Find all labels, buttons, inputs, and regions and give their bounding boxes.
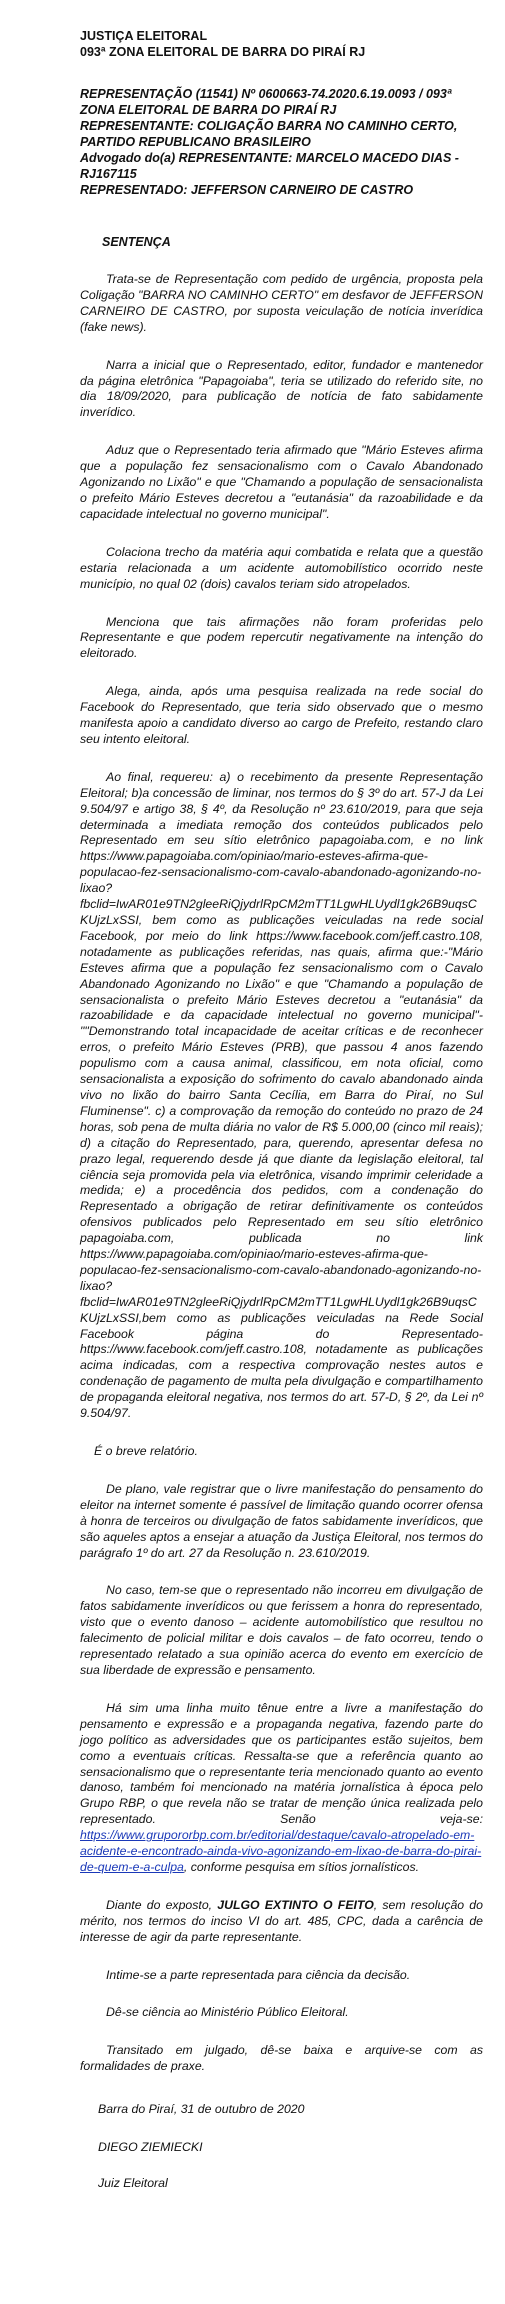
paragraph-1: Trata-se de Representação com pedido de urgência, proposta pela Coligação "BARRA NO CAMINHO CERTO" em desfavor de JEFFERSON CARNEIRO DE CASTRO, por suposta veiculação de notícia inverídica (fake news). xyxy=(80,272,483,334)
paragraph-12-tail: , sem resolução do mérito, nos termos do inciso VI do art. 485, CPC, dada a carência de interesse de agir da parte representante. xyxy=(80,1897,483,1944)
grupo-rbp-link[interactable]: https://www.grupororbp.com.br/editorial/destaque/cavalo-atropelado-em-acidente-e-encontrado-ainda-vivo-agonizando-em-lixao-de-barra-do-pirai-de-quem-e-a-culpa xyxy=(80,1828,482,1874)
document-header xyxy=(80,28,483,60)
paragraph-3: Aduz que o Representado teria afirmado que "Mário Esteves afirma que a população fez sensacionalismo com o Cavalo Abandonado Agonizando no Lixão" e que "Chamando a população de sensacionalista o prefeito Mário Esteves decretou a "eutanásia" da razoabilidade e da capacidade intelectual no governo municipal". xyxy=(80,443,483,521)
paragraph-15: Transitado em julgado, dê-se baixa e arquive-se com as formalidades de praxe. xyxy=(80,2043,483,2074)
case-zone: ZONA ELEITORAL DE BARRA DO PIRAÍ RJ xyxy=(80,103,337,117)
paragraph-5: Menciona que tais afirmações não foram proferidas pelo Representante e que podem repercutir negativamente na intenção do eleitorado. xyxy=(80,614,483,661)
ruling-emphasis: JULGO EXTINTO O FEITO xyxy=(217,1897,374,1912)
paragraph-13: Intime-se a parte representada para ciência da decisão. xyxy=(106,1967,411,1982)
paragraph-2: Narra a inicial que o Representado, editor, fundador e mantenedor da página eletrônica "Papagoiaba", teria se utilizado do referido site, no dia 18/09/2020, para publicação de notícia de fato sabidamente inverídico. xyxy=(80,357,483,420)
paragraph-12 xyxy=(80,1898,483,1946)
paragraph-12-text: Diante do exposto, xyxy=(106,1897,218,1912)
case-number: REPRESENTAÇÃO (11541) Nº 0600663-74.2020.6.19.0093 / 093ª xyxy=(80,87,452,101)
electoral-zone: 093ª ZONA ELEITORAL DE BARRA DO PIRAÍ RJ xyxy=(80,45,366,59)
document-title: SENTENÇA xyxy=(102,235,171,249)
paragraph-14: Dê-se ciência ao Ministério Público Eleitoral. xyxy=(106,2005,349,2020)
representado: REPRESENTADO: JEFFERSON CARNEIRO DE CASTRO xyxy=(80,183,414,197)
paragraph-10: No caso, tem-se que o representado não incorreu em divulgação de fatos sabidamente inverídicos ou que ferissem a honra do representado, visto que o evento danoso – acidente automobilístico que resultou no falecimento de policial militar e dois cavalos – de fato ocorreu, tendo o representado relatado a sua opinião acerca do evento em exercício de sua liberdade de expressão e pensamento. xyxy=(80,1583,483,1677)
lawyer-oab: RJ167115 xyxy=(80,167,137,181)
judge-name: DIEGO ZIEMIECKI xyxy=(98,2140,203,2155)
paragraph-11-tail: , conforme pesquisa em sítios jornalísticos. xyxy=(183,1859,420,1874)
signature-date: Barra do Piraí, 31 de outubro de 2020 xyxy=(98,2102,305,2117)
paragraph-11 xyxy=(80,1701,483,1876)
paragraph-7: Ao final, requereu: a) o recebimento da presente Representação Eleitoral; b)a concessão de liminar, nos termos do § 3º do art. 57-J da Lei 9.504/97 e artigo 38, § 4º, da Resolução nº 23.610/2019, para que seja determinada a imediata remoção dos conteúdos publicados pelo Representado em seu sítio eletrônico papagoiaba.com, e no link https://www.papagoiaba.com/opiniao/mario-esteves-afirma-que-populacao-fez-sensacionalismo-com-cavalo-abandonado-agonizando-no-lixao?fbclid=IwAR01e9TN2gleeRiQjydrlRpCM2mTT1LgwHLUydl1gk26B9uqsCKUjzLxSSI, bem como as publicações veiculadas na rede social Facebook, por meio do link https://www.facebook.com/jeff.castro.108, notadamente as publicações referidas, nas quais, afirma que:-"Mário Esteves afirma que a população fez sensacionalismo com o Cavalo Abandonado Agonizando no Lixão" e que "Chamando a população de sensacionalista o prefeito Mário Esteves decretou a "eutanásia" da razoabilidade e da capacidade intelectual no governo municipal"- ""Demonstrando total incapacidade de aceitar críticas e de reconhecer erros, o prefeito Mário Esteves (PRB), que passou 4 anos fazendo populismo com a causa animal, classificou, em nota oficial, como sensacionalista a exposição do sofrimento do cavalo abandonado ainda vivo no lixão do bairro Santa Cecília, em Barra do Piraí, no Sul Fluminense". c) a comprovação da remoção do conteúdo no prazo de 24 horas, sob pena de multa diária no valor de R$ 5.000,00 (cinco mil reais); d) a citação do Representado, para, querendo, apresentar defesa no prazo legal, requerendo desde já que diante da legislação eleitoral, tal ciência seja promovida pela via eletrônica, visando imprimir celeridade a medida; e) a procedência dos pedidos, com a condenação do Representado a obrigação de retirar definitivamente os conteúdos ofensivos publicados pelo Representado em seu sítio eletrônico papagoiaba.com, publicada no link https://www.papagoiaba.com/opiniao/mario-esteves-afirma-que-populacao-fez-sensacionalismo-com-cavalo-abandonado-agonizando-no-lixao?fbclid=IwAR01e9TN2gleeRiQjydrlRpCM2mTT1LgwHLUydl1gk26B9uqsCKUjzLxSSI,bem como as publicações veiculadas na Rede Social Facebook página do Representado-https://www.facebook.com/jeff.castro.108, notadamente as publicações acima indicadas, com a respectiva comprovação nestes autos e condenação de pagamento de multa pela divulgação e compartilhamento de propaganda eleitoral negativa, nos termos do art. 57-D, § 2º, da Lei nº 9.504/97. xyxy=(80,769,483,1421)
paragraph-8: É o breve relatório. xyxy=(94,1444,198,1458)
paragraph-6: Alega, ainda, após uma pesquisa realizada na rede social do Facebook do Representado, que teria sido observado que o mesmo manifesta apoio a candidato diverso ao cargo de Prefeito, restando claro seu intento eleitoral. xyxy=(80,684,483,746)
case-info xyxy=(80,86,483,198)
paragraph-11-text: Há sim uma linha muito tênue entre a livre a manifestação do pensamento e expressão e a propaganda negativa, fazendo parte do jogo político as adversidades que os participantes estão sujeitos, bem como a eventuais críticas. Ressalta-se que a referência quanto ao sensacionalismo que o representante teria mencionado quanto ao evento danoso, também foi mencionado na matéria jornalística à época pelo Grupo RBP, o que revela não se tratar de menção única realizada pelo representado. Senão veja-se: xyxy=(80,1700,483,1827)
representante-party: PARTIDO REPUBLICANO BRASILEIRO xyxy=(80,135,311,149)
representante: REPRESENTANTE: COLIGAÇÃO BARRA NO CAMINHO CERTO, xyxy=(80,119,458,133)
judge-role: Juiz Eleitoral xyxy=(98,2176,168,2191)
lawyer: Advogado do(a) REPRESENTANTE: MARCELO MACEDO DIAS - xyxy=(80,151,459,165)
court-name: JUSTIÇA ELEITORAL xyxy=(80,29,208,43)
paragraph-9: De plano, vale registrar que o livre manifestação do pensamento do eleitor na internet somente é passível de limitação quando ocorrer ofensa à honra de terceiros ou divulgação de fatos sabidamente inverídicos, que são aqueles aptos a ensejar a atuação da Justiça Eleitoral, nos termos do parágrafo 1º do art. 27 da Resolução n. 23.610/2019. xyxy=(80,1481,483,1560)
paragraph-4: Colaciona trecho da matéria aqui combatida e relata que a questão estaria relacionada a um acidente automobilístico ocorrido neste município, no qual 02 (dois) cavalos teriam sido atropelados. xyxy=(80,544,483,591)
